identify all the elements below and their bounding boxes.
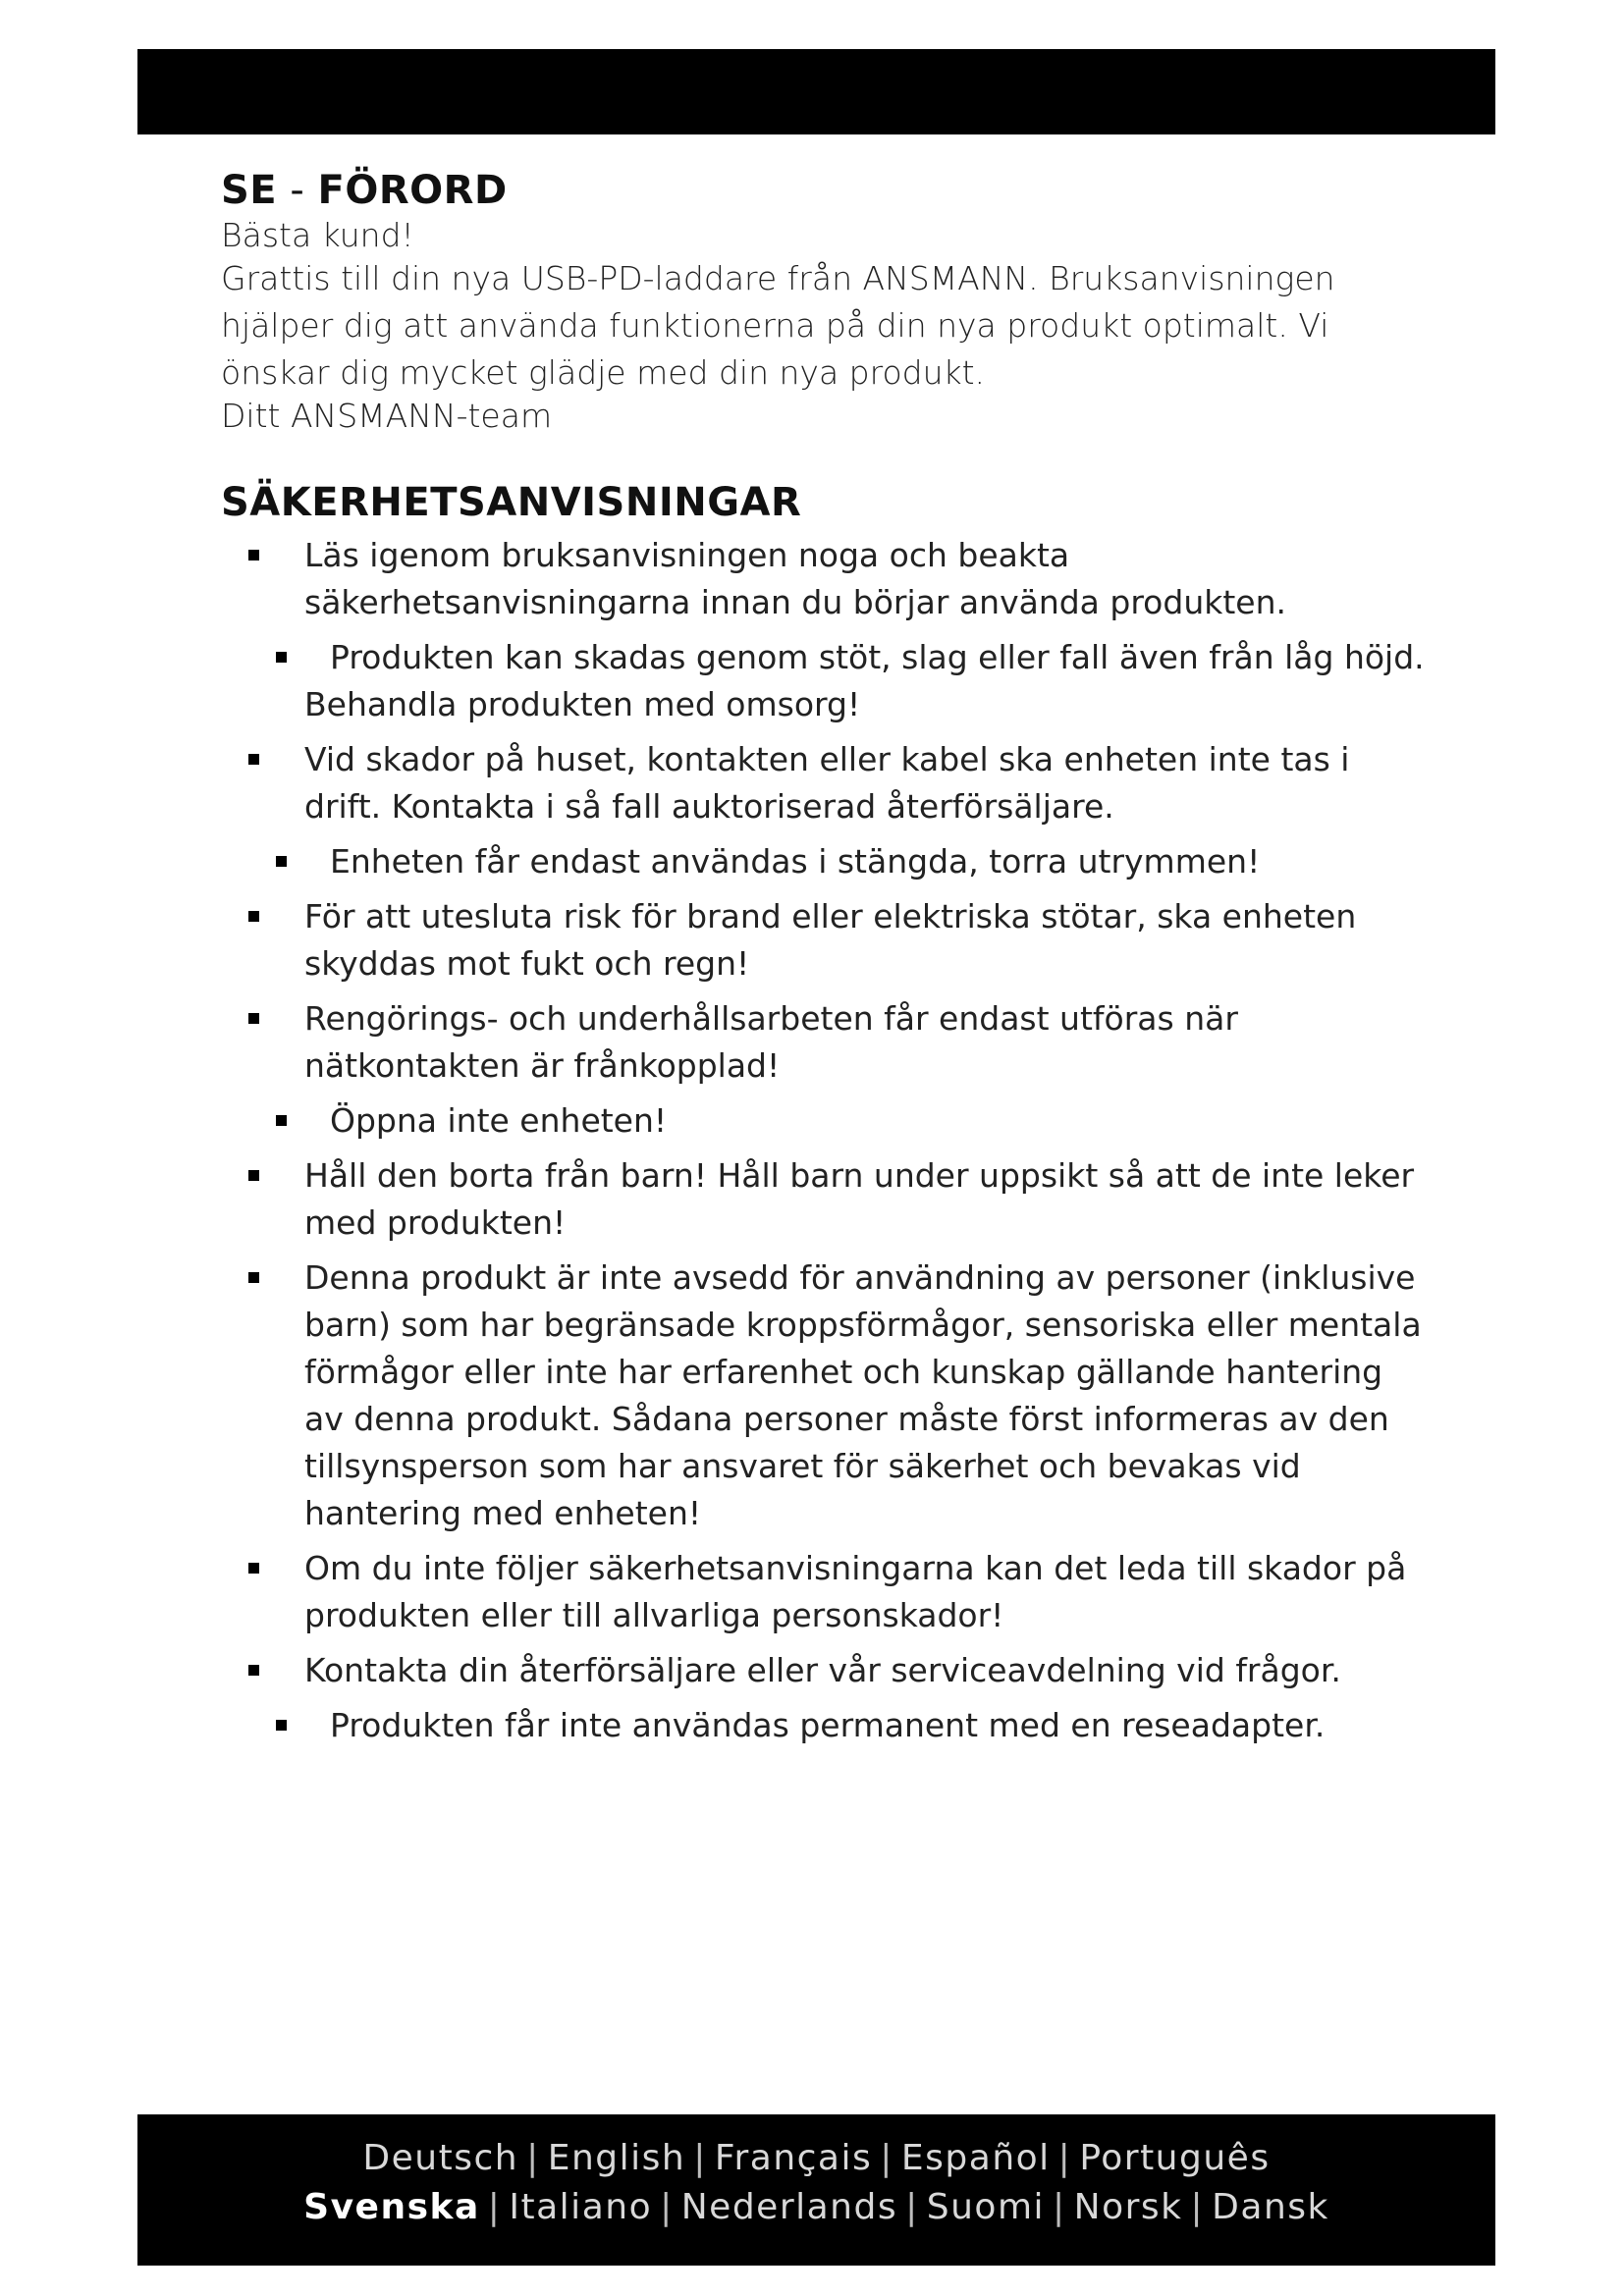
safety-item (221, 1702, 1429, 1749)
safety-item-text: Om du inte följer säkerhetsanvisningarna kan det leda till skador på produkten eller till allvarliga personskador! (304, 1549, 1407, 1634)
safety-item (221, 838, 1429, 885)
safety-item (221, 634, 1429, 728)
bullet-square-icon (276, 1115, 287, 1126)
bullet-square-icon (276, 652, 287, 663)
language-link-svenska[interactable]: Svenska (303, 2187, 480, 2227)
bullet-square-icon (248, 1272, 259, 1283)
signoff: Ditt ANSMANN-team (221, 397, 553, 435)
safety-item-text: Produkten kan skadas genom stöt, slag eller fall även från låg höjd. Behandla produkten med omsorg! (304, 638, 1425, 723)
language-link-norsk[interactable]: Norsk (1073, 2187, 1183, 2227)
language-link-nederlands[interactable]: Nederlands (680, 2187, 898, 2227)
language-separator: | (660, 2187, 674, 2227)
safety-item (221, 893, 1429, 988)
language-separator: | (1053, 2187, 1066, 2227)
language-link-english[interactable]: English (547, 2138, 686, 2178)
intro-paragraph: Grattis till din nya USB-PD-laddare från ANSMANN. Bruksanvisningen hjälper dig att använda funktionerna på din nya produkt optimalt. Vi önskar dig mycket glädje med din nya produkt. (221, 259, 1335, 392)
bullet-square-icon (276, 856, 287, 867)
bullet-square-icon (276, 1720, 287, 1731)
safety-item (221, 1152, 1429, 1247)
safety-list (221, 532, 1429, 1749)
intro-title: FÖRORD (317, 168, 508, 213)
safety-item (221, 736, 1429, 830)
language-separator: | (880, 2138, 893, 2178)
language-separator: | (487, 2187, 502, 2227)
intro-section (221, 216, 1429, 436)
language-footer (137, 2114, 1495, 2266)
language-link-dansk[interactable]: Dansk (1212, 2187, 1329, 2227)
safety-item-text: För att utesluta risk för brand eller elektriska stötar, ska enheten skyddas mot fukt och regn! (304, 897, 1357, 983)
language-link-espanol[interactable]: Español (900, 2138, 1051, 2178)
language-separator: | (693, 2138, 707, 2178)
safety-item-text: Öppna inte enheten! (330, 1101, 668, 1140)
safety-item-text: Enheten får endast användas i stängda, torra utrymmen! (330, 842, 1261, 881)
safety-item-text: Denna produkt är inte avsedd för användning av personer (inklusive barn) som har begränsade kroppsförmågor, sensoriska eller mentala förmågor eller inte har erfarenhet och kunskap gällande hantering av denna produkt. Sådana personer måste först informeras av den tillsynsperson som har ansvaret för säkerhet och bevakas vid hantering med enheten! (304, 1258, 1422, 1532)
bullet-square-icon (248, 754, 259, 765)
bullet-square-icon (248, 911, 259, 922)
safety-item (221, 1255, 1429, 1537)
page-content (221, 165, 1429, 1757)
language-separator: | (526, 2138, 540, 2178)
safety-item (221, 995, 1429, 1090)
language-separator: | (1057, 2138, 1072, 2178)
language-row-1 (137, 2134, 1495, 2183)
language-separator: | (1190, 2187, 1205, 2227)
language-link-deutsch[interactable]: Deutsch (362, 2138, 519, 2178)
safety-item (221, 1097, 1429, 1145)
safety-item-text: Produkten får inte användas permanent med en reseadapter. (330, 1706, 1326, 1744)
language-row-2 (137, 2183, 1495, 2232)
language-separator: | (905, 2187, 919, 2227)
bullet-square-icon (248, 1665, 259, 1676)
bullet-square-icon (248, 1563, 259, 1574)
safety-item-text: Läs igenom bruksanvisningen noga och beakta säkerhetsanvisningarna innan du börjar använda produkten. (304, 536, 1286, 621)
language-link-suomi[interactable]: Suomi (926, 2187, 1046, 2227)
safety-item-text: Kontakta din återförsäljare eller vår serviceavdelning vid frågor. (304, 1651, 1341, 1689)
safety-item (221, 1647, 1429, 1694)
bullet-square-icon (248, 1170, 259, 1181)
greeting: Bästa kund! (221, 216, 414, 254)
header-bar (137, 49, 1495, 134)
safety-heading: SÄKERHETSANVISNINGAR (221, 480, 802, 525)
safety-item-text: Vid skador på huset, kontakten eller kabel ska enheten inte tas i drift. Kontakta i så fall auktoriserad återförsäljare. (304, 740, 1350, 826)
intro-heading (221, 165, 1429, 216)
safety-item-text: Håll den borta från barn! Håll barn under uppsikt så att de inte leker med produkten! (304, 1156, 1415, 1242)
language-code: SE (221, 168, 278, 213)
heading-separator: - (277, 168, 318, 213)
safety-item-text: Rengörings- och underhållsarbeten får endast utföras när nätkontakten är frånkopplad! (304, 999, 1238, 1085)
bullet-square-icon (248, 550, 259, 561)
safety-item (221, 532, 1429, 626)
bullet-square-icon (248, 1013, 259, 1024)
language-link-francais[interactable]: Français (714, 2138, 873, 2178)
safety-item (221, 1545, 1429, 1639)
language-link-portugues[interactable]: Português (1079, 2138, 1271, 2178)
language-link-italiano[interactable]: Italiano (509, 2187, 653, 2227)
